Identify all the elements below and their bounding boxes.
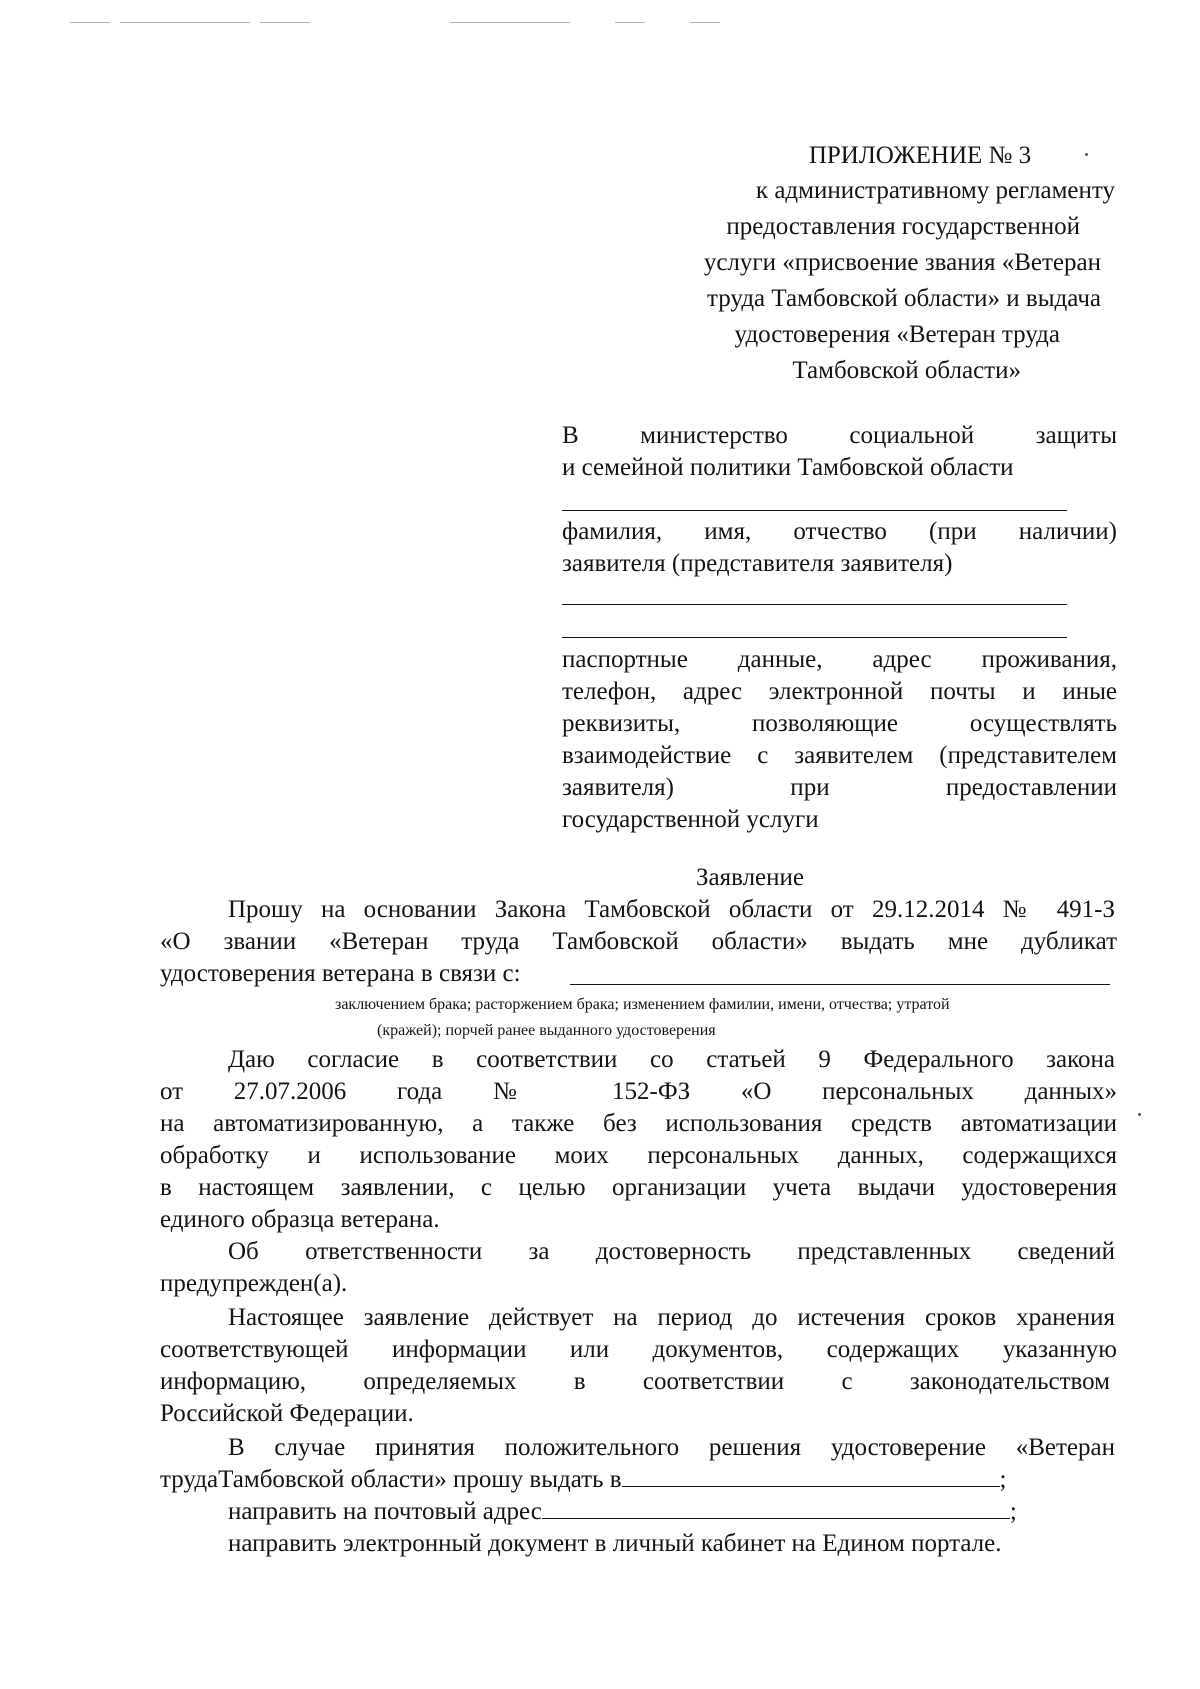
request-text: удостоверения ветерана в связи с: xyxy=(160,960,521,987)
consent-text: Даю согласие в соответствии со статьей 9 Федерального закона xyxy=(228,1046,1115,1073)
consent-text: в настоящем заявлении, с целью организации учета выдачи удостоверения xyxy=(160,1174,1117,1201)
scan-speck xyxy=(1085,153,1088,156)
applicant-details-caption: государственной услуги xyxy=(562,806,819,833)
applicant-name-caption: заявителя (представителя заявителя) xyxy=(562,550,953,577)
portal-text: направить электронный документ в личный кабинет на Едином портале. xyxy=(228,1530,1002,1557)
appendix-line: к административному регламенту xyxy=(755,177,1115,204)
consent-text: единого образца ветерана. xyxy=(160,1206,440,1233)
applicant-details-caption: паспортные данные, адрес проживания, xyxy=(562,646,1117,673)
applicant-details-field xyxy=(562,604,1067,605)
scan-artifact xyxy=(120,22,250,23)
scan-artifact xyxy=(690,22,720,23)
validity-text: соответствующей информации или документов, содержащих указанную xyxy=(160,1336,1117,1363)
reason-hint: заключением брака; расторжением брака; изменением фамилии, имени, отчества; утратой xyxy=(335,996,950,1013)
validity-text: Настоящее заявление действует на период до истечения сроков хранения xyxy=(228,1304,1115,1331)
scan-artifact xyxy=(70,22,110,23)
addressee-line: и семейной политики Тамбовской области xyxy=(562,454,1014,481)
consent-text: от 27.07.2006 года № 152-ФЗ «О персональных данных» xyxy=(160,1078,1117,1105)
issue-line xyxy=(160,1464,1007,1496)
applicant-details-caption: взаимодействие с заявителем (представителем xyxy=(562,742,1117,769)
scan-artifact xyxy=(615,22,645,23)
appendix-line: Тамбовской области» xyxy=(792,357,1021,384)
mail-line xyxy=(228,1496,1017,1528)
applicant-details-caption: телефон, адрес электронной почты и иные xyxy=(562,678,1117,705)
scan-speck xyxy=(1138,1113,1141,1116)
issue-place-field xyxy=(622,1464,1000,1487)
appendix-line: труда Тамбовской области» и выдача xyxy=(707,285,1101,312)
responsibility-text: Об ответственности за достоверность представленных сведений xyxy=(228,1238,1115,1265)
applicant-details-field xyxy=(562,637,1067,638)
applicant-details-caption: реквизиты, позволяющие осуществлять xyxy=(562,710,1117,737)
mail-suffix: ; xyxy=(1009,1498,1017,1525)
validity-text: информацию, определяемых в соответствии с законодательством xyxy=(160,1368,1110,1395)
appendix-line: удостоверения «Ветеран труда xyxy=(734,321,1060,348)
appendix-line: предоставления государственной xyxy=(726,213,1080,240)
statement-heading: Заявление xyxy=(695,864,805,891)
request-text: Прошу на основании Закона Тамбовской области от 29.12.2014 № 491-З xyxy=(228,896,1115,923)
issue-text: В случае принятия положительного решения удостоверение «Ветеран xyxy=(228,1434,1115,1461)
consent-text: на автоматизированную, а также без использования средств автоматизации xyxy=(160,1110,1117,1137)
appendix-line: услуги «присвоение звания «Ветеран xyxy=(703,249,1101,276)
scan-artifact xyxy=(260,22,310,23)
reason-hint: (кражей); порчей ранее выданного удостоверения xyxy=(377,1022,716,1039)
validity-text: Российской Федерации. xyxy=(160,1400,414,1427)
request-text: «О звании «Ветеран труда Тамбовской области» выдать мне дубликат xyxy=(160,928,1117,955)
applicant-name-field xyxy=(562,510,1067,511)
addressee-line: В министерство социальной защиты xyxy=(562,422,1117,449)
mail-address-field xyxy=(542,1496,1010,1519)
consent-text: обработку и использование моих персональных данных, содержащихся xyxy=(160,1142,1117,1169)
issue-prefix: трудаТамбовской области» прошу выдать в xyxy=(160,1466,622,1493)
mail-prefix: направить на почтовый адрес xyxy=(228,1498,542,1525)
responsibility-text: предупрежден(а). xyxy=(160,1270,348,1297)
appendix-title: ПРИЛОЖЕНИЕ № 3 xyxy=(808,142,1032,169)
issue-suffix: ; xyxy=(999,1466,1007,1493)
applicant-details-caption: заявителя) при предоставлении xyxy=(562,774,1117,801)
scan-artifact xyxy=(450,22,570,23)
applicant-name-caption: фамилия, имя, отчество (при наличии) xyxy=(562,518,1117,545)
reason-field xyxy=(570,984,1110,985)
